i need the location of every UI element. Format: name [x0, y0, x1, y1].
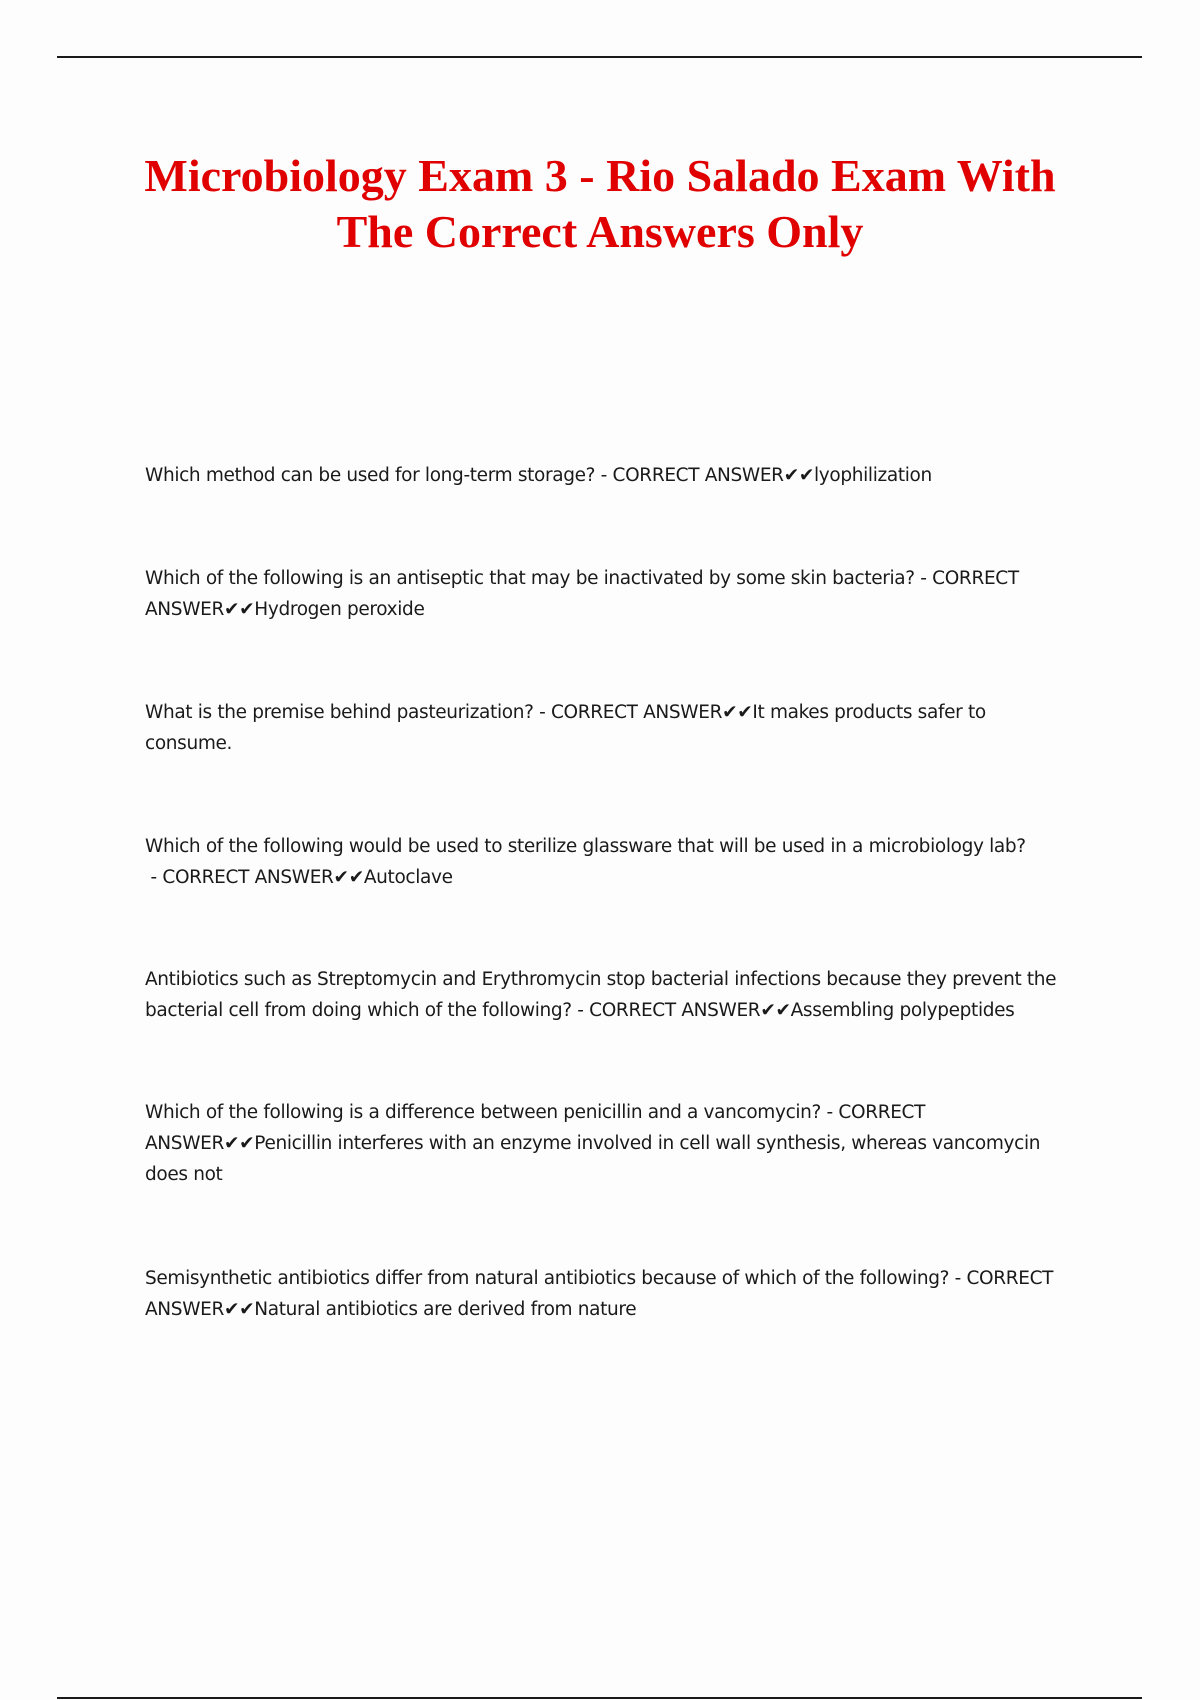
answer-text: It makes products safer to consume.: [145, 702, 986, 754]
question-text: Which method can be used for long-term storage?: [145, 465, 596, 486]
qa-item: Semisynthetic antibiotics differ from natural antibiotics because of which of the following? - CORRECT ANSWER✔✔Natural antibiotics are derived from nature: [145, 1268, 1054, 1320]
document-title: Microbiology Exam 3 - Rio Salado Exam With The Correct Answers Only: [144, 150, 1056, 257]
answer-text: Hydrogen peroxide: [254, 599, 425, 620]
answer-marker: CORRECT ANSWER: [589, 1000, 761, 1021]
question-text: Antibiotics such as Streptomycin and Erythromycin stop bacterial infections because they prevent the bacterial cell from doing which of the following?: [145, 969, 1057, 1021]
check-icon: ✔✔: [333, 867, 364, 888]
answer-text: Autoclave: [363, 867, 453, 888]
answer-marker: CORRECT ANSWER: [145, 1102, 926, 1154]
bottom-rule: [57, 1697, 1142, 1699]
question-text: Which of the following is a difference between penicillin and a vancomycin?: [145, 1102, 822, 1123]
answer-text: Assembling polypeptides: [790, 1000, 1015, 1021]
top-rule: [57, 56, 1142, 58]
check-icon: ✔✔: [783, 465, 814, 486]
qa-item: Which method can be used for long-term storage? - CORRECT ANSWER✔✔lyophilization: [145, 465, 932, 486]
check-icon: ✔✔: [223, 599, 255, 620]
qa-item: Antibiotics such as Streptomycin and Erythromycin stop bacterial infections because they prevent the bacterial cell from doing which of the following? - CORRECT ANSWER✔✔Assembling polypeptides: [145, 969, 1057, 1021]
question-text: Which of the following would be used to sterilize glassware that will be used in a microbiology lab?: [145, 836, 1026, 857]
check-icon: ✔✔: [223, 1133, 255, 1154]
qa-item: Which of the following is an antiseptic that may be inactivated by some skin bacteria? - CORRECT ANSWER✔✔Hydrogen peroxide: [145, 568, 1019, 620]
question-text: Semisynthetic antibiotics differ from natural antibiotics because of which of the following?: [145, 1268, 950, 1289]
answer-marker: CORRECT ANSWER: [612, 465, 784, 486]
answer-marker: CORRECT ANSWER: [145, 1268, 1054, 1320]
question-text: Which of the following is an antiseptic that may be inactivated by some skin bacteria?: [145, 568, 915, 589]
check-icon: ✔✔: [722, 702, 753, 723]
qa-item: Which of the following is a difference between penicillin and a vancomycin? - CORRECT ANSWER✔✔Penicillin interferes with an enzyme involved in cell wall synthesis, whereas vancomycin does not: [145, 1102, 1041, 1185]
check-icon: ✔✔: [223, 1299, 255, 1320]
qa-item: Which of the following would be used to sterilize glassware that will be used in a microbiology lab? - CORRECT ANSWER✔✔Autoclave: [145, 836, 1026, 888]
answer-text: Natural antibiotics are derived from nature: [254, 1299, 637, 1320]
check-icon: ✔✔: [760, 1000, 791, 1021]
answer-text: lyophilization: [814, 465, 932, 486]
answer-marker: CORRECT ANSWER: [162, 867, 334, 888]
answer-marker: CORRECT ANSWER: [550, 702, 723, 723]
qa-item: What is the premise behind pasteurization? - CORRECT ANSWER✔✔It makes products safer to consume.: [145, 702, 986, 754]
answer-marker: CORRECT ANSWER: [145, 568, 1019, 620]
question-text: What is the premise behind pasteurization?: [145, 702, 534, 723]
answer-text: Penicillin interferes with an enzyme involved in cell wall synthesis, whereas vancomycin does not: [145, 1133, 1041, 1185]
